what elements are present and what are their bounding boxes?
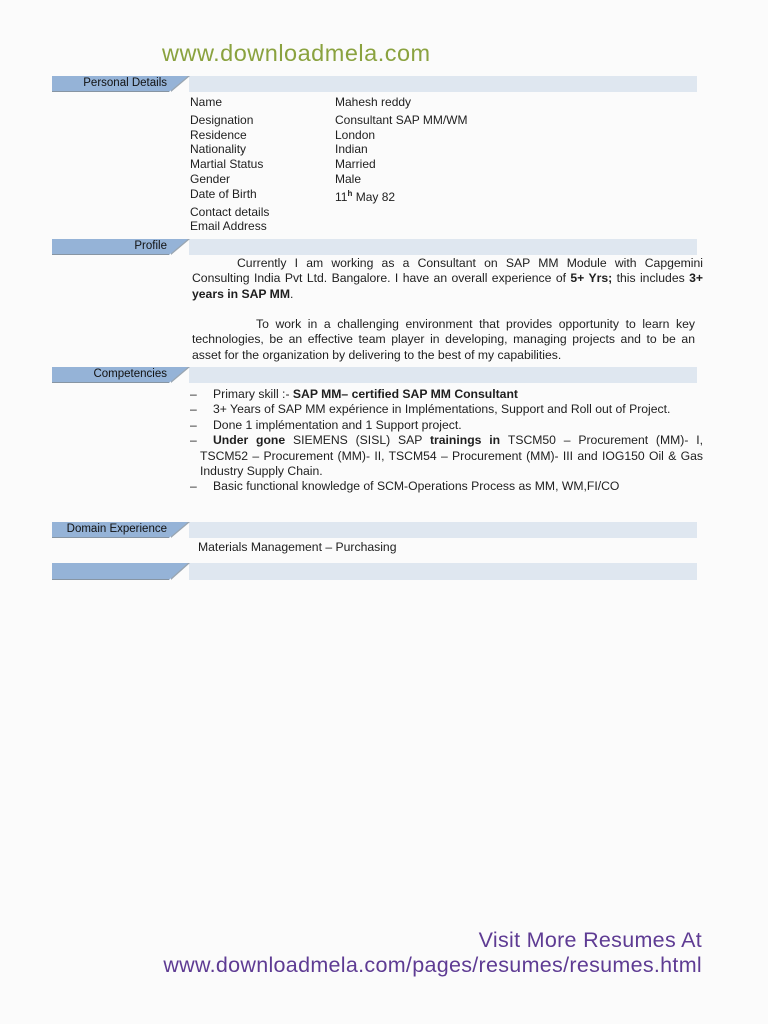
bullet-dash: –	[190, 387, 197, 401]
personal-details-list	[190, 95, 467, 234]
section-bar-light-strip	[189, 239, 697, 255]
detail-value: London	[335, 127, 376, 142]
competency-item	[190, 433, 703, 479]
competency-text: Basic functional knowledge of SCM-Operations Process as MM, WM,FI/CO	[213, 479, 620, 494]
site-url-link[interactable]: www.downloadmela.com	[162, 40, 431, 66]
detail-label: Gender	[190, 171, 231, 186]
section-title-profile: Profile	[52, 239, 169, 255]
detail-value: Male	[335, 171, 362, 186]
detail-row-designation	[190, 113, 467, 128]
footer	[163, 928, 702, 978]
footer-visit-text: Visit More Resumes At	[478, 928, 702, 952]
section-title-empty	[52, 563, 169, 580]
detail-label: Contact details	[190, 204, 270, 219]
profile-paragraph-1: Currently I am working as a Consultant on SAP MM Module with Capgemini Consulting India Pvt Ltd. Bangalore. I have an overall experience of 5+ Yrs; this includes 3+ years in SAP MM.	[192, 256, 703, 301]
detail-row-date-of-birth	[190, 187, 467, 205]
competency-text: 3+ Years of SAP MM expérience in Implémentations, Support and Roll out of Project.	[213, 402, 671, 417]
section-bar-light-strip	[189, 367, 697, 383]
detail-value: Consultant SAP MM/WM	[335, 112, 468, 127]
section-bar-light-strip	[189, 563, 697, 580]
competency-item	[190, 402, 703, 417]
detail-row-name	[190, 95, 467, 110]
section-tab-slant	[169, 367, 188, 383]
competency-text: Primary skill :- SAP MM– certified SAP MM Consultant	[213, 387, 518, 401]
section-title-personal-details: Personal Details	[52, 76, 169, 92]
competency-item	[190, 387, 703, 402]
detail-label: Nationality	[190, 142, 247, 157]
section-tab-slant	[169, 522, 188, 538]
detail-value: Mahesh reddy	[335, 95, 412, 109]
bullet-dash: –	[190, 479, 197, 494]
competency-text: Done 1 implémentation and 1 Support project.	[213, 417, 462, 432]
competency-item	[190, 418, 703, 433]
detail-row-contact-details	[190, 205, 467, 220]
detail-label: Email Address	[190, 219, 267, 234]
competency-item	[190, 479, 703, 494]
domain-experience-text: Materials Management – Purchasing	[198, 540, 397, 554]
competencies-list	[190, 387, 703, 495]
section-bar-light-strip	[189, 76, 697, 92]
section-bar-light-strip	[189, 522, 697, 538]
detail-label: Martial Status	[190, 157, 264, 172]
detail-value: 11$^h$ May 82	[335, 188, 396, 204]
section-tab-slant	[169, 563, 188, 580]
section-bar-domain-experience	[52, 522, 697, 538]
bullet-dash: –	[190, 433, 197, 448]
profile-paragraph-2: To work in a challenging environment that provides opportunity to learn key technologies, be an effective team player in developing, managing projects and to be an asset for the organization by delivering to the best of my capabilities.	[192, 317, 695, 362]
section-title-domain-experience: Domain Experience	[52, 522, 169, 538]
detail-label: Designation	[190, 112, 254, 127]
footer-resumes-link[interactable]: www.downloadmela.com/pages/resumes/resumes.html	[163, 953, 702, 977]
detail-row-residence	[190, 128, 467, 143]
section-title-competencies: Competencies	[52, 367, 169, 383]
bullet-dash: –	[190, 417, 197, 432]
section-bar-competencies	[52, 367, 697, 383]
bullet-dash: –	[190, 402, 197, 417]
detail-row-nationality	[190, 142, 467, 157]
detail-row-gender	[190, 172, 467, 187]
section-tab-slant	[169, 239, 188, 255]
detail-row-martial-status	[190, 157, 467, 172]
section-bar-profile	[52, 239, 697, 255]
section-bar-personal-details	[52, 76, 697, 92]
detail-label: Residence	[190, 127, 247, 142]
detail-label: Name	[190, 95, 223, 109]
competency-text: Under gone SIEMENS (SISL) SAP trainings in TSCM50 – Procurement (MM)- I, TSCM52 – Procurement (MM)- II, TSCM54 – Procurement (MM)- III and IOG150 Oil & Gas Industry Supply Chain.	[200, 433, 703, 479]
detail-row-email-address	[190, 219, 467, 234]
section-bar-empty	[52, 563, 697, 580]
detail-value: Married	[335, 157, 376, 172]
detail-label: Date of Birth	[190, 186, 257, 201]
detail-value: Indian	[335, 142, 368, 157]
section-tab-slant	[169, 76, 188, 92]
